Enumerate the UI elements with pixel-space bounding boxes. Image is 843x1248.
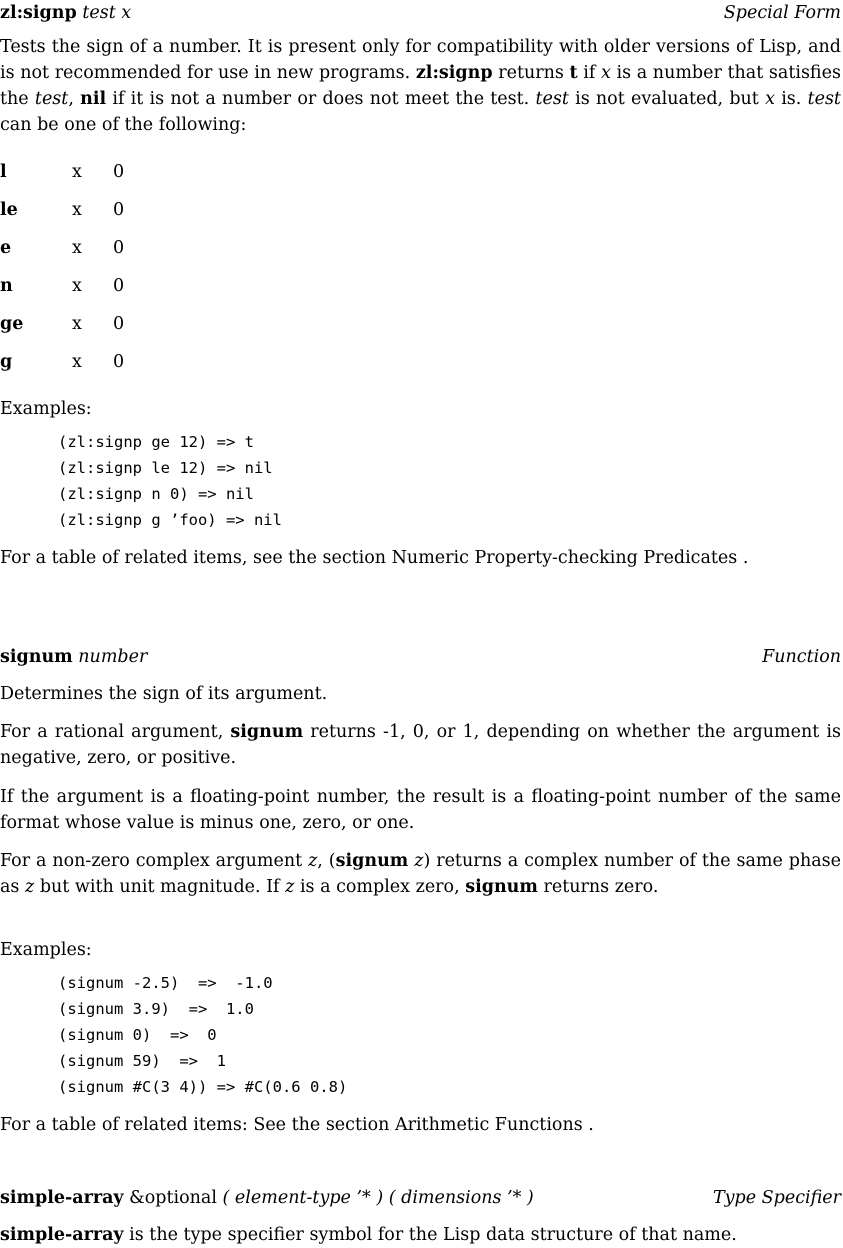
signum-args: number [78,647,148,667]
signp-test-row: ge x 0 [0,314,125,334]
simple-array-optional: &optional [129,1188,217,1208]
code-line: (signum 59) => 1 [58,1052,226,1070]
code-line: (signum 0) => 0 [58,1026,217,1044]
code-line: (zl:signp n 0) => nil [58,485,254,503]
signum-p2: For a rational argument, signum returns -1, 0, or 1, depending on whether the argument is negative, zero, or positive. [0,722,841,768]
signum-p4: For a non-zero complex argument z, (signum z) returns a complex number of the same phase as z but with unit magnitude. If z is a complex zero, signum returns zero. [0,851,841,897]
code-line: (zl:signp g ’foo) => nil [58,511,282,529]
signp-name: zl:signp [0,3,77,23]
simple-array-type: Type Specifier [712,1188,841,1208]
signp-test-row: l x 0 [0,162,125,182]
signum-related: For a table of related items: See the section Arithmetic Functions . [0,1115,594,1135]
simple-array-header [0,1185,841,1211]
signp-args: test x [82,3,132,23]
signp-type: Special Form [723,3,841,23]
signp-test-row: e x 0 [0,238,125,258]
signp-test-row: g x 0 [0,352,125,372]
signum-examples-label: Examples: [0,940,92,960]
simple-array-args: ( element-type ’* ) ( dimensions ’* ) [222,1188,534,1208]
signp-header [0,0,841,26]
simple-array-description: simple-array is the type specifier symbol for the Lisp data structure of that name. [0,1225,737,1245]
signum-header [0,644,841,670]
signp-examples-label: Examples: [0,399,92,419]
signp-test-row: n x 0 [0,276,125,296]
code-line: (signum -2.5) => -1.0 [58,974,273,992]
code-line: (signum #C(3 4)) => #C(0.6 0.8) [58,1078,348,1096]
signum-p1: Determines the sign of its argument. [0,684,328,704]
code-line: (signum 3.9) => 1.0 [58,1000,254,1018]
signp-related: For a table of related items, see the section Numeric Property-checking Predicates . [0,548,749,568]
signum-type: Function [762,647,841,667]
simple-array-name: simple-array [0,1188,124,1208]
signum-name: signum [0,647,73,667]
signp-description: Tests the sign of a number. It is present only for compatibility with older versions of Lisp, and is not recommended for use in new programs. zl:signp returns t if x is a number that satisfies the test, nil if it is not a number or does not meet the test. test is not evaluated, but x is. test can be one of the following: [0,37,841,135]
code-line: (zl:signp ge 12) => t [58,433,254,451]
signum-p3: If the argument is a floating-point number, the result is a floating-point number of the same format whose value is minus one, zero, or one. [0,787,841,833]
signp-test-row: le x 0 [0,200,125,220]
code-line: (zl:signp le 12) => nil [58,459,273,477]
